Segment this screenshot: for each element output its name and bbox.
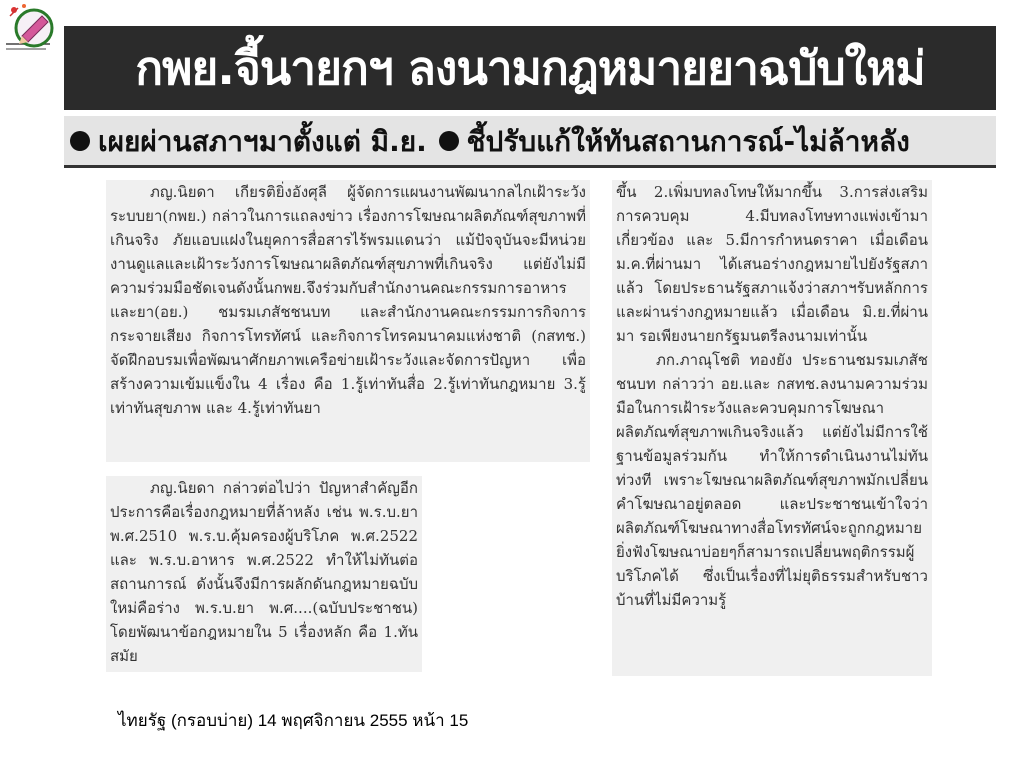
bullet-dot-icon bbox=[439, 131, 459, 151]
headline: กพย.จี้นายกฯ ลงนามกฎหมายยาฉบับใหม่ bbox=[64, 26, 996, 110]
source-caption: ไทยรัฐ (กรอบบ่าย) 14 พฤศจิกายน 2555 หน้า 15 bbox=[118, 711, 469, 730]
subhead-part-2: ชี้ปรับแก้ให้ทันสถานการณ์-ไม่ล้าหลัง bbox=[466, 125, 910, 158]
article-block-right bbox=[612, 180, 932, 676]
article-paragraph: ขึ้น 2.เพิ่มบทลงโทษให้มากขึ้น 3.การส่งเสริมการควบคุม 4.มีบทลงโทษทางแพ่งเข้ามาเกี่ยวข้อง และ 5.มีการกำหนดราคา เมื่อเดือน ม.ค.ที่ผ่านมา ได้เสนอร่างกฎหมายไปยังรัฐสภาแล้ว โดยประธานรัฐสภาแจ้งว่าสภาฯรับหลักการและผ่านร่างกฎหมายแล้ว เมื่อเดือน มิ.ย.ที่ผ่านมา รอเพียงนายกรัฐมนตรีลงนามเท่านั้น bbox=[616, 183, 928, 345]
subheadline bbox=[64, 116, 996, 168]
article-block-left-bottom bbox=[106, 476, 422, 672]
subhead-part-1: เผยผ่านสภาฯมาตั้งแต่ มิ.ย. bbox=[98, 125, 427, 158]
bullet-dot-icon bbox=[70, 131, 90, 151]
article-paragraph: ภญ.นิยดา กล่าวต่อไปว่า ปัญหาสำคัญอีกประการคือเรื่องกฎหมายที่ล้าหลัง เช่น พ.ร.บ.ยา พ.ศ.2510 พ.ร.บ.คุ้มครองผู้บริโภค พ.ศ.2522 และ พ.ร.บ.อาหาร พ.ศ.2522 ทำให้ไม่ทันต่อสถานการณ์ ดังนั้นจึงมีการผลักดันกฎหมายฉบับใหม่คือร่าง พ.ร.บ.ยา พ.ศ....(ฉบับประชาชน) โดยพัฒนาข้อกฎหมายใน 5 เรื่องหลัก คือ 1.ทันสมัย bbox=[110, 479, 418, 665]
article-paragraph: ภก.ภาณุโชติ ทองยัง ประธานชมรมเภสัชชนบท กล่าวว่า อย.และ กสทช.ลงนามความร่วมมือในการเฝ้าระวังและควบคุมการโฆษณาผลิตภัณฑ์สุขภาพเกินจริงแล้ว แต่ยังไม่มีการใช้ฐานข้อมูลร่วมกัน ทำให้การดำเนินงานไม่ทันท่วงที เพราะโฆษณาผลิตภัณฑ์สุขภาพมักเปลี่ยนคำโฆษณาอยู่ตลอด และประชาชนเข้าใจว่าผลิตภัณฑ์โฆษณาทางสื่อโทรทัศน์จะถูกกฎหมาย ยิ่งฟังโฆษณาบ่อยๆก็สามารถเปลี่ยนพฤติกรรมผู้บริโภคได้ ซึ่งเป็นเรื่องที่ไม่ยุติธรรมสำหรับชาวบ้านที่ไม่มีความรู้ bbox=[616, 351, 928, 609]
pencil-circle-logo-icon bbox=[2, 2, 58, 54]
article-block-left-top bbox=[106, 180, 590, 462]
article-paragraph: ภญ.นิยดา เกียรติยิ่งอังศุลี ผู้จัดการแผนงานพัฒนากลไกเฝ้าระวังระบบยา(กพย.) กล่าวในการแถลงข่าว เรื่องการโฆษณาผลิตภัณฑ์สุขภาพที่เกินจริง ภัยแอบแฝงในยุคการสื่อสารไร้พรมแดนว่า แม้ปัจจุบันจะมีหน่วยงานดูแลและเฝ้าระวังการโฆษณาผลิตภัณฑ์สุขภาพที่เกินจริง แต่ยังไม่มีความร่วมมือชัดเจนดังนั้นกพย.จึงร่วมกับสำนักงานคณะกรรมการอาหารและยา(อย.) ชมรมเภสัชชนบท และสำนักงานคณะกรรมการกิจการกระจายเสียง กิจการโทรทัศน์ และกิจการโทรคมนาคมแห่งชาติ (กสทช.) จัดฝึกอบรมเพื่อพัฒนาศักยภาพเครือข่ายเฝ้าระวังและจัดการปัญหา เพื่อสร้างความเข้มแข็งใน 4 เรื่อง คือ 1.รู้เท่าทันสื่อ 2.รู้เท่าทันกฎหมาย 3.รู้เท่าทันสุขภาพ และ 4.รู้เท่าทันยา bbox=[110, 183, 586, 417]
